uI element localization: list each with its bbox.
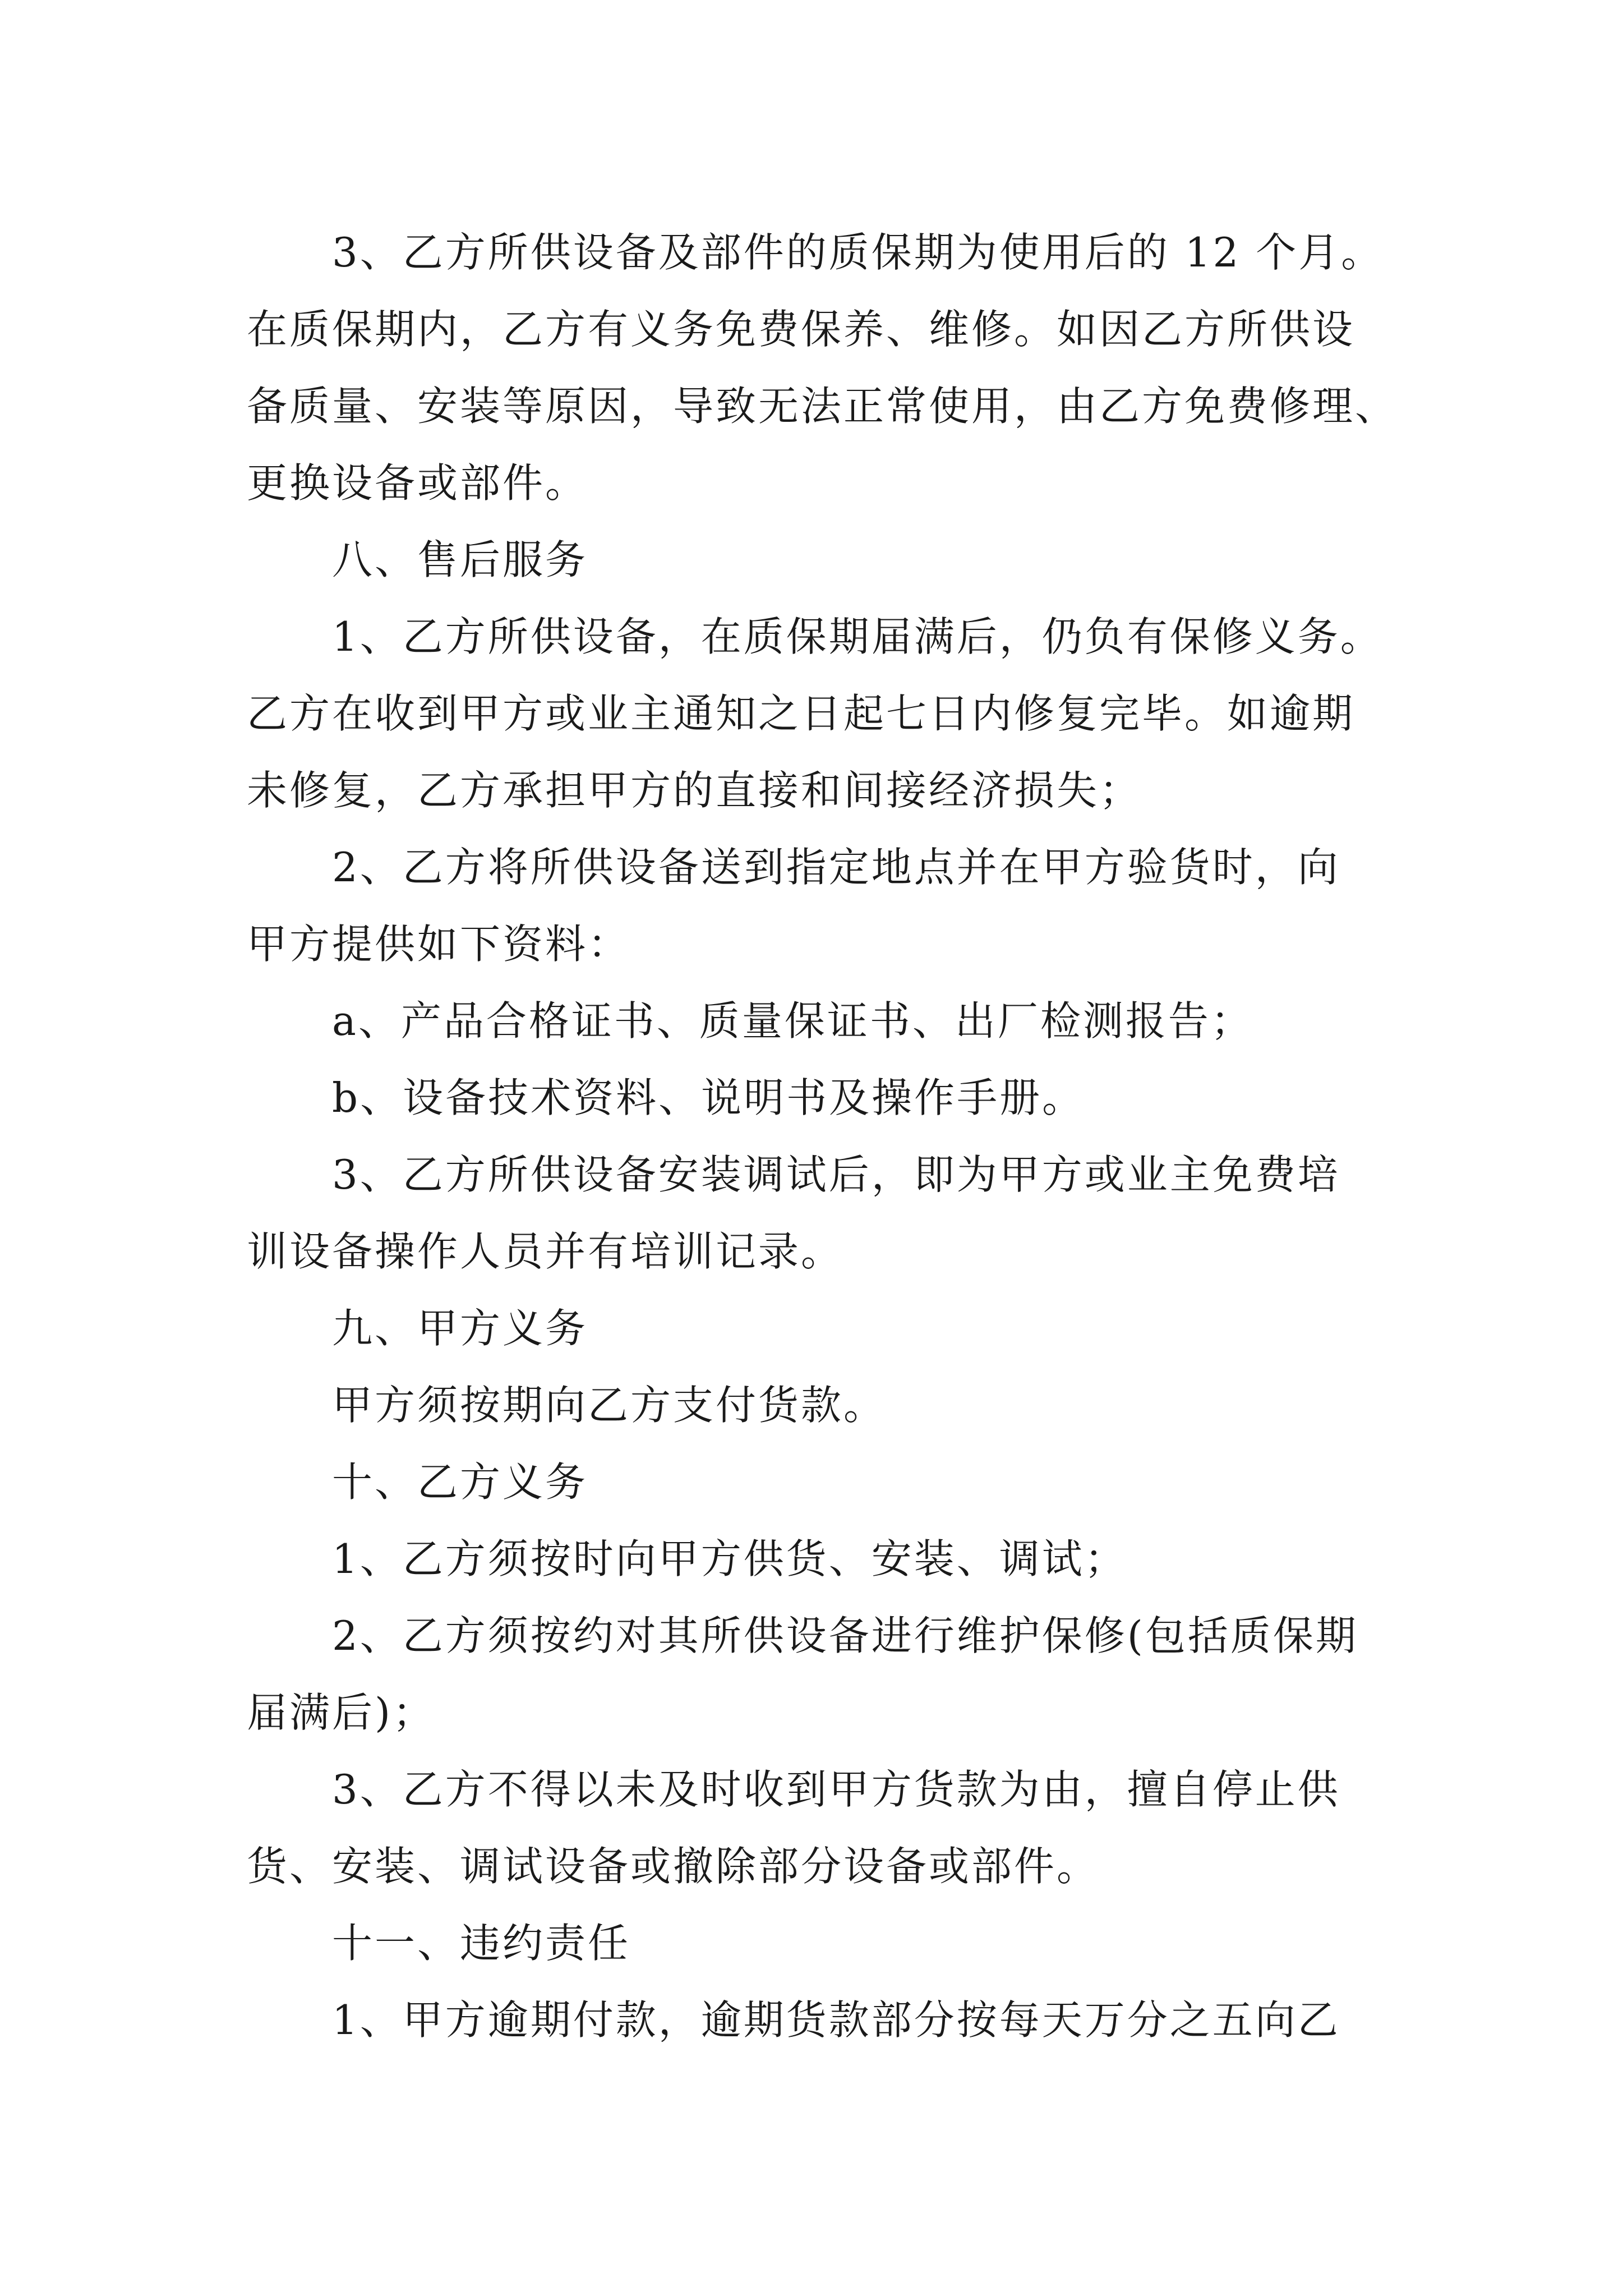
text-line: 甲方须按期向乙方支付货款。 [332,1382,887,1429]
text-line: 货、安装、调试设备或撤除部分设备或部件。 [247,1843,1100,1890]
text-line: 备质量、安装等原因，导致无法正常使用，由乙方免费修理、 [247,383,1398,430]
list-item: a、产品合格证书、质量保证书、出厂检测报告； [332,997,1253,1045]
text-line: 1、乙方所供设备，在质保期届满后，仍负有保修义务。 [332,613,1383,660]
section-heading: 十、乙方义务 [332,1458,588,1506]
text-line: 届满后)； [247,1689,436,1736]
text-line: 未修复，乙方承担甲方的直接和间接经济损失； [247,767,1142,814]
text-line: 乙方在收到甲方或业主通知之日起七日内修复完毕。如逾期 [247,690,1355,737]
section-heading: 八、售后服务 [332,536,588,583]
text-line: 3、乙方不得以未及时收到甲方货款为由，擅自停止供 [332,1766,1340,1813]
document-body [247,214,1398,2059]
text-line: 1、甲方逾期付款，逾期货款部分按每天万分之五向乙 [332,1996,1340,2044]
text-line: 2、乙方将所供设备送到指定地点并在甲方验货时，向 [332,844,1340,891]
text-line: 训设备操作人员并有培训记录。 [247,1228,844,1275]
text-line: 更换设备或部件。 [247,459,588,507]
text-line: 2、乙方须按约对其所供设备进行维护保修(包括质保期 [332,1612,1358,1659]
text-line: 3、乙方所供设备及部件的质保期为使用后的 12 个月。 [332,229,1384,276]
list-item: b、设备技术资料、说明书及操作手册。 [332,1074,1085,1121]
text-line: 在质保期内，乙方有义务免费保养、维修。如因乙方所供设 [247,306,1355,353]
text-line: 甲方提供如下资料： [247,921,631,968]
text-line: 1、乙方须按时向甲方供货、安装、调试； [332,1535,1127,1582]
section-heading: 九、甲方义务 [332,1305,588,1352]
section-heading: 十一、违约责任 [332,1920,631,1967]
text-line: 3、乙方所供设备安装调试后，即为甲方或业主免费培 [332,1151,1340,1198]
